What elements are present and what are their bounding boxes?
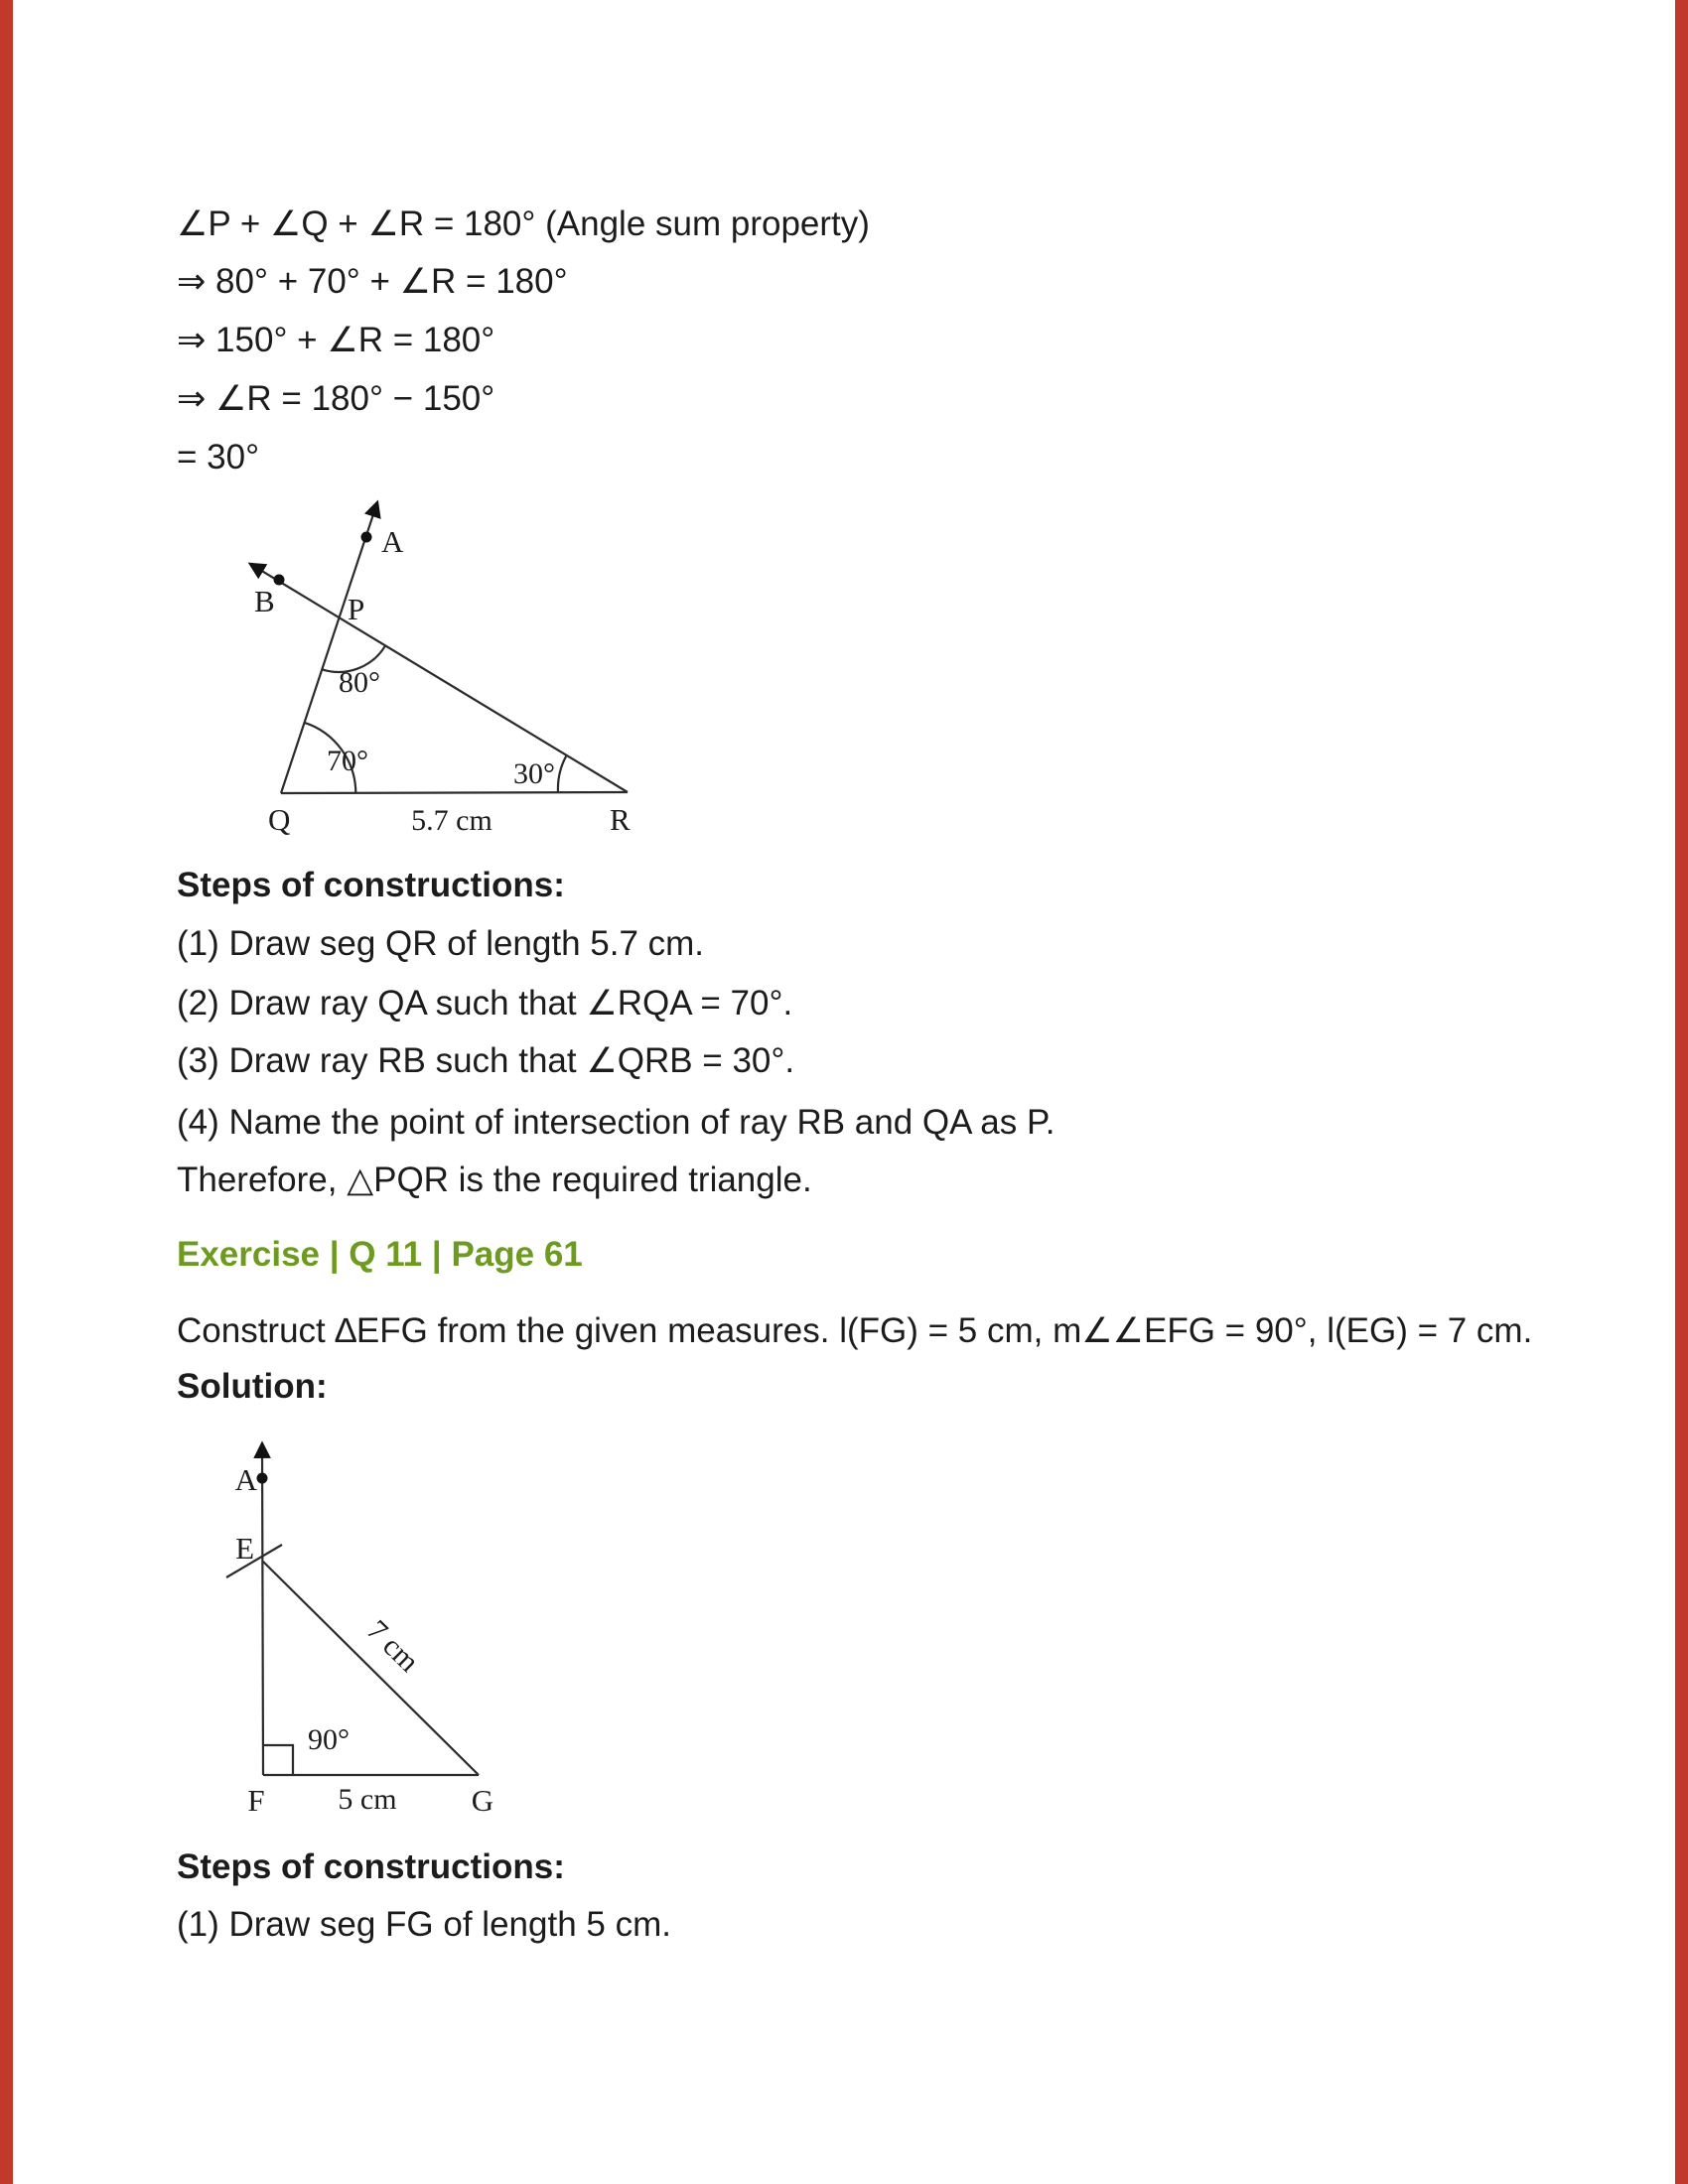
exercise-heading: Exercise | Q 11 | Page 61 xyxy=(177,1235,583,1274)
point-b xyxy=(274,575,285,586)
vertex-label-a2: A xyxy=(234,1462,257,1497)
right-angle-mark xyxy=(263,1745,293,1775)
angle-label-70: 70° xyxy=(327,745,368,777)
figure-triangle-pqr xyxy=(199,484,675,837)
equation-line: = 30° xyxy=(177,438,260,477)
vertex-label-f: F xyxy=(247,1783,265,1818)
page-right-edge-bar xyxy=(1675,0,1688,2184)
conclusion-line: Therefore, △PQR is the required triangle. xyxy=(177,1160,812,1199)
steps-heading: Steps of constructions: xyxy=(177,866,565,904)
angle-label-90: 90° xyxy=(308,1723,350,1756)
question-text: Construct ∆EFG from the given measures. l(FG) = 5 cm, m∠∠EFG = 90°, l(EG) = 7 cm. xyxy=(177,1311,1533,1350)
vertex-label-q: Q xyxy=(268,802,291,837)
construction-step: (3) Draw ray RB such that ∠QRB = 30°. xyxy=(177,1041,795,1080)
page-left-edge-bar xyxy=(0,0,13,2184)
construction-step: (1) Draw seg QR of length 5.7 cm. xyxy=(177,924,705,963)
angle-label-30: 30° xyxy=(513,757,555,790)
point-a xyxy=(361,532,372,543)
vertex-label-b: B xyxy=(254,584,275,618)
vertex-label-a: A xyxy=(381,524,404,559)
length-label-eg: 7 cm xyxy=(359,1613,426,1679)
solution-label: Solution: xyxy=(177,1367,328,1406)
construction-step: (2) Draw ray QA such that ∠RQA = 70°. xyxy=(177,984,793,1023)
segment-eg xyxy=(263,1562,479,1775)
length-label-qr: 5.7 cm xyxy=(411,804,492,837)
equation-line: ∠P + ∠Q + ∠R = 180° (Angle sum property) xyxy=(177,205,870,243)
equation-line: ⇒ ∠R = 180° − 150° xyxy=(177,379,495,418)
segment-qr xyxy=(281,792,628,793)
angle-arc-r xyxy=(558,756,566,792)
figure-triangle-efg xyxy=(209,1425,516,1822)
length-label-fg: 5 cm xyxy=(338,1783,397,1816)
construction-step: (4) Name the point of intersection of ray RB and QA as P. xyxy=(177,1103,1055,1142)
vertex-label-g: G xyxy=(471,1783,494,1818)
ray-rb xyxy=(250,564,628,792)
vertex-label-r: R xyxy=(610,802,631,837)
vertex-label-p: P xyxy=(348,592,365,626)
vertex-label-e: E xyxy=(235,1531,254,1566)
angle-label-80: 80° xyxy=(339,666,380,699)
equation-line: ⇒ 150° + ∠R = 180° xyxy=(177,321,495,359)
construction-step: (1) Draw seg FG of length 5 cm. xyxy=(177,1905,671,1944)
equation-line: ⇒ 80° + 70° + ∠R = 180° xyxy=(177,262,568,301)
ray-fa xyxy=(262,1443,263,1775)
steps-heading: Steps of constructions: xyxy=(177,1847,565,1886)
point-a2 xyxy=(257,1473,268,1484)
